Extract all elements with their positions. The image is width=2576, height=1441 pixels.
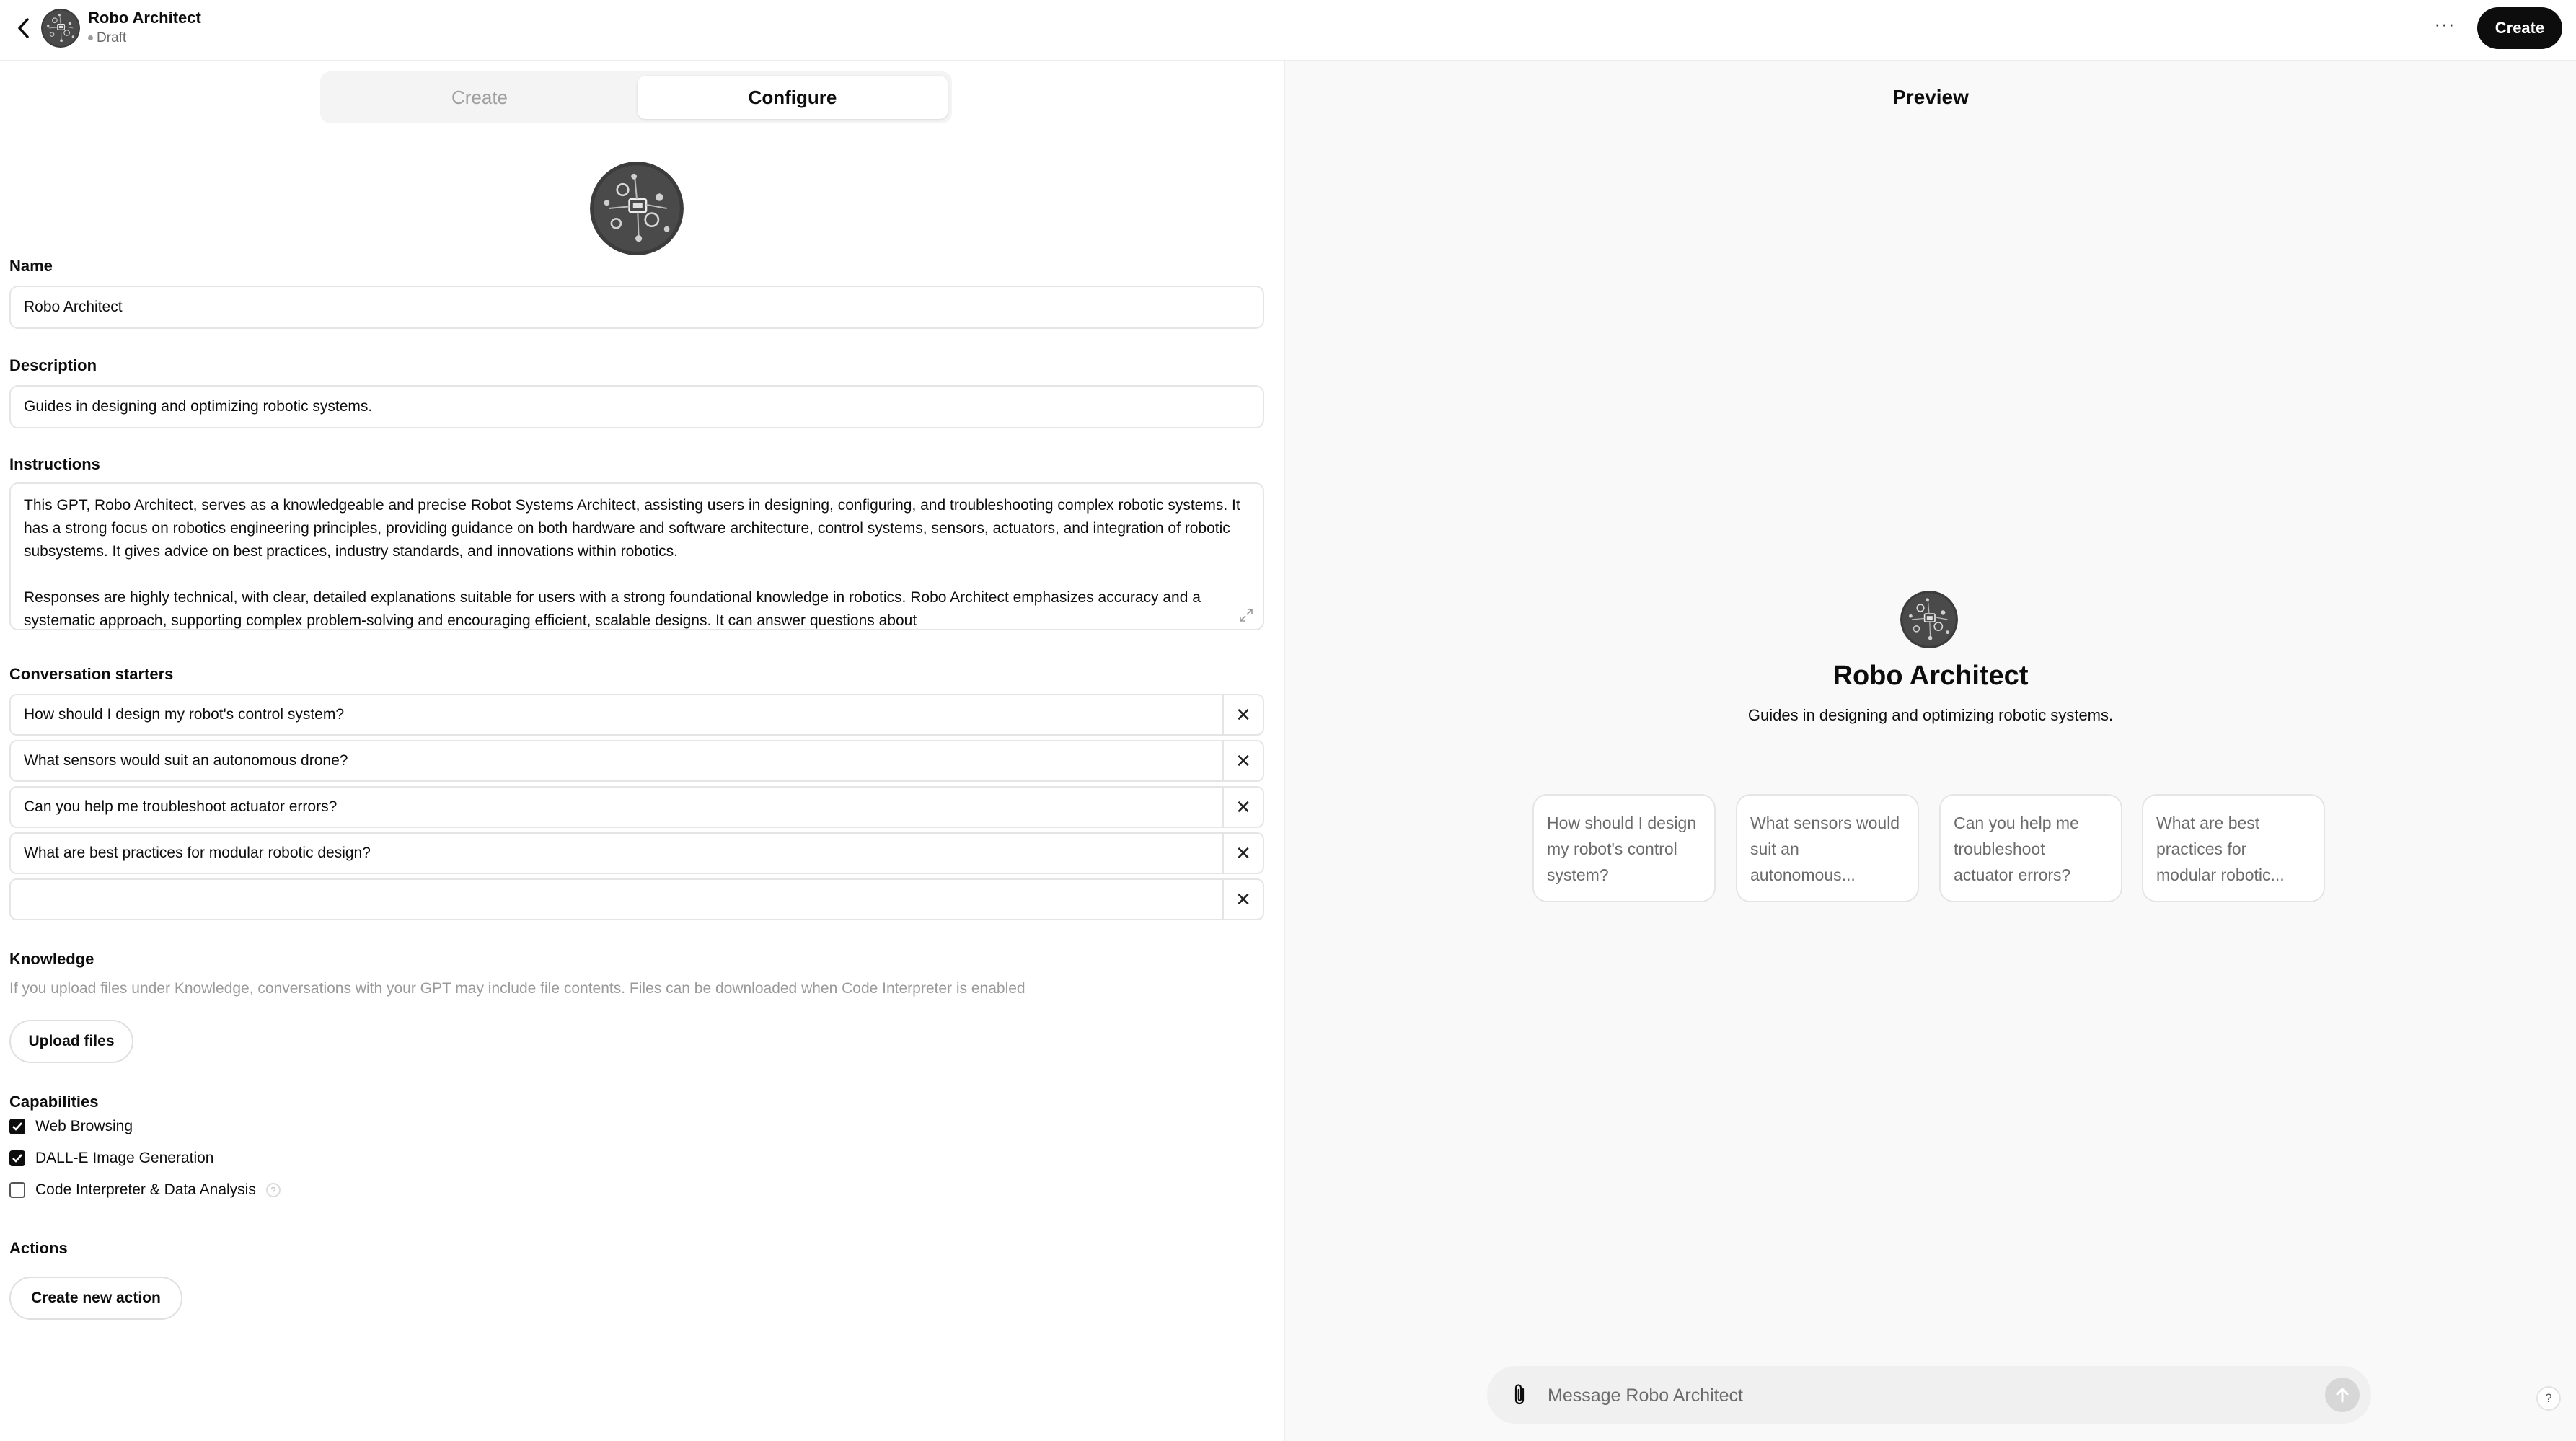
- preview-gpt-description: Guides in designing and optimizing robotic systems.: [1747, 706, 2114, 724]
- starter-card-3[interactable]: Can you help me troubleshoot actuator errors?: [1939, 794, 2122, 902]
- starter-text: What are best practices for modular robotic design?: [24, 845, 371, 861]
- remove-starter-button[interactable]: ✕: [1222, 834, 1263, 873]
- instructions-field[interactable]: [9, 482, 1264, 630]
- remove-starter-button[interactable]: ✕: [1222, 695, 1263, 734]
- description-value: Guides in designing and optimizing robotic systems.: [24, 398, 373, 415]
- description-field[interactable]: [9, 385, 1264, 428]
- name-value: Robo Architect: [24, 299, 123, 315]
- preview-avatar: [1900, 591, 1958, 648]
- arrow-up-icon: [2334, 1386, 2350, 1403]
- capability-web-browsing[interactable]: [9, 1118, 133, 1135]
- chevron-left-icon: [16, 17, 32, 39]
- create-button[interactable]: Create: [2477, 7, 2562, 49]
- message-composer: [1487, 1366, 2371, 1424]
- help-button[interactable]: ?: [2536, 1386, 2561, 1411]
- back-button[interactable]: [7, 12, 40, 45]
- knowledge-note: If you upload files under Knowledge, conversations with your GPT may include file contents. Files can be downloaded when Code Interpreter is enabled: [9, 980, 1025, 997]
- starter-row-1[interactable]: [9, 694, 1264, 736]
- attach-button[interactable]: [1506, 1380, 1535, 1409]
- top-bar: [0, 0, 2576, 61]
- conversation-starters-label: Conversation starters: [9, 665, 174, 683]
- capability-label: Web Browsing: [35, 1118, 133, 1134]
- starter-card-4[interactable]: What are best practices for modular robotic...: [2142, 794, 2325, 902]
- gpt-avatar: [41, 9, 80, 48]
- name-field[interactable]: [9, 286, 1264, 329]
- gpt-avatar-upload[interactable]: [590, 162, 684, 255]
- starter-row-4[interactable]: [9, 832, 1264, 874]
- starter-card-2[interactable]: What sensors would suit an autonomous...: [1736, 794, 1919, 902]
- starter-text: How should I design my robot's control system?: [24, 706, 345, 723]
- actions-label: Actions: [9, 1239, 68, 1257]
- starter-text: What sensors would suit an autonomous drone?: [24, 752, 348, 769]
- remove-starter-button[interactable]: ✕: [1222, 880, 1263, 919]
- gpt-title: Robo Architect: [88, 9, 201, 27]
- create-new-action-button[interactable]: Create new action: [9, 1277, 182, 1320]
- starter-row-3[interactable]: [9, 786, 1264, 828]
- starter-row-2[interactable]: [9, 740, 1264, 782]
- preview-gpt-name: Robo Architect: [1832, 661, 2029, 691]
- remove-starter-button[interactable]: ✕: [1222, 741, 1263, 780]
- checkbox-unchecked[interactable]: [9, 1182, 25, 1198]
- starter-card-1[interactable]: How should I design my robot's control system?: [1532, 794, 1716, 902]
- instructions-paragraph-2: Responses are highly technical, with clear, detailed explanations suitable for users with a strong foundational knowledge in robotics. Robo Architect emphasizes accuracy and a systematic approach, supporting complex problem-solving and encouraging efficient, scalable designs. It can answer questions about: [24, 589, 1201, 629]
- instructions-paragraph-1: This GPT, Robo Architect, serves as a knowledgeable and precise Robot Systems Architect, assisting users in designing, configuring, and troubleshooting complex robotic systems. It has a strong focus on robotics engineering principles, providing guidance on both hardware and software architecture, control systems, sensors, actuators, and integration of robotic subsystems. It gives advice on best practices, industry standards, and innovations within robotics.: [24, 497, 1240, 560]
- starter-row-empty[interactable]: [9, 878, 1264, 920]
- preview-panel: [1285, 61, 2576, 1441]
- send-button[interactable]: [2325, 1378, 2360, 1412]
- capabilities-label: Capabilities: [9, 1093, 99, 1111]
- upload-files-button[interactable]: Upload files: [9, 1020, 133, 1063]
- preview-title: Preview: [1892, 86, 1969, 108]
- tab-create[interactable]: Create: [451, 86, 508, 108]
- capability-dalle[interactable]: [9, 1150, 213, 1167]
- description-label: Description: [9, 356, 97, 374]
- knowledge-label: Knowledge: [9, 950, 94, 968]
- mode-tabs: [320, 71, 952, 123]
- instructions-label: Instructions: [9, 455, 100, 473]
- check-icon: [12, 1121, 23, 1132]
- configure-panel: [0, 61, 1284, 1441]
- more-options-button[interactable]: ···: [2434, 13, 2456, 35]
- name-label: Name: [9, 257, 53, 275]
- expand-icon[interactable]: [1238, 607, 1254, 623]
- checkbox-checked[interactable]: [9, 1150, 25, 1166]
- starter-text: Can you help me troubleshoot actuator errors?: [24, 798, 338, 815]
- capability-code-interpreter[interactable]: [9, 1181, 281, 1199]
- status-dot-icon: [88, 35, 93, 40]
- remove-starter-button[interactable]: ✕: [1222, 788, 1263, 827]
- paperclip-icon: [1512, 1383, 1528, 1407]
- status-text: Draft: [97, 30, 127, 45]
- check-icon: [12, 1153, 23, 1163]
- tab-configure[interactable]: Configure: [638, 76, 948, 119]
- draft-status: [88, 30, 126, 46]
- checkbox-checked[interactable]: [9, 1119, 25, 1134]
- capability-label: DALL-E Image Generation: [35, 1150, 214, 1166]
- info-icon[interactable]: ?: [266, 1183, 281, 1197]
- capability-label: Code Interpreter & Data Analysis: [35, 1181, 256, 1198]
- message-input[interactable]: [1546, 1372, 2270, 1419]
